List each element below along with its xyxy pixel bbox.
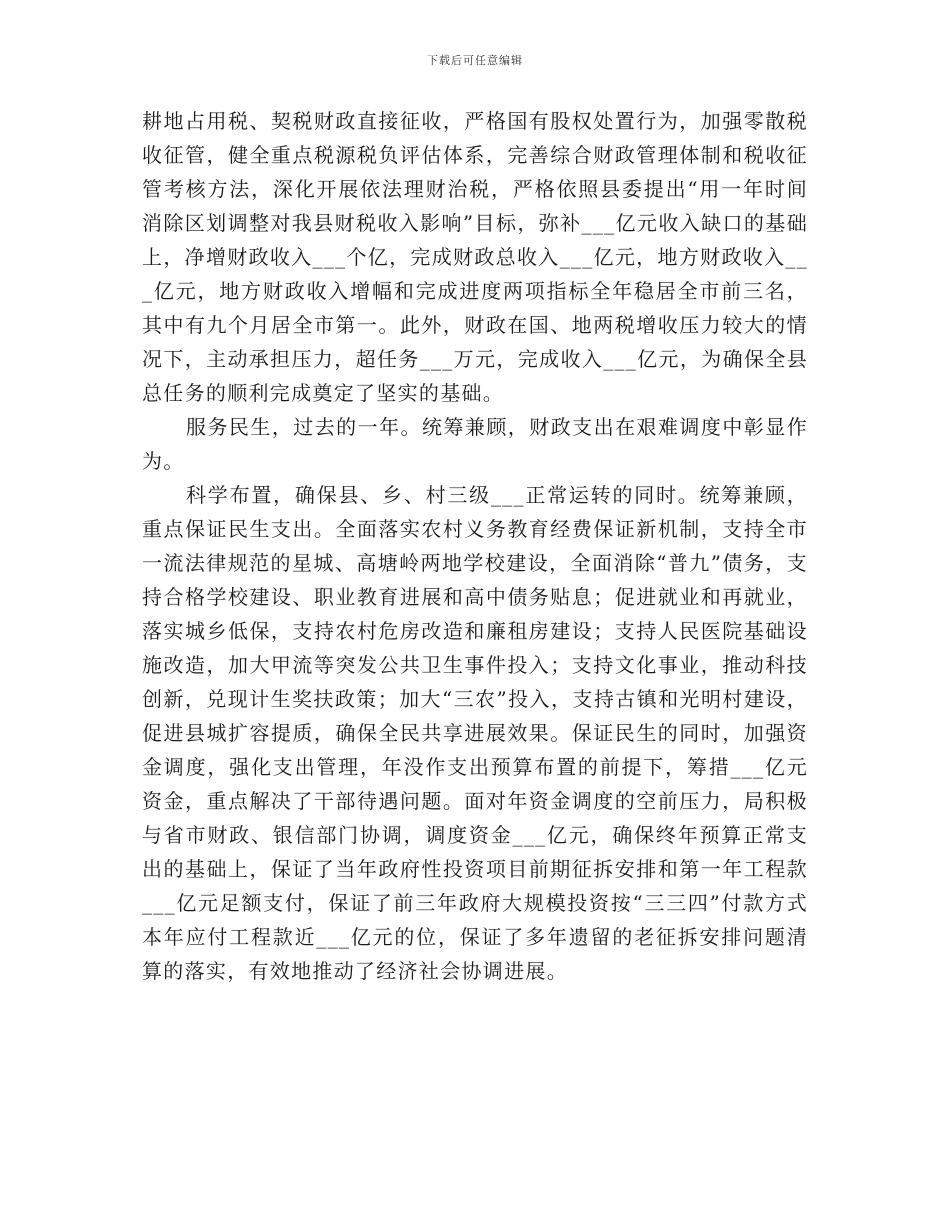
paragraph-expenditure: 科学布置，确保县、乡、村三级___正常运转的同时。统筹兼顾，重点保证民生支出。全面落实农村义务教育经费保证新机制，支持全市一流法律规范的星城、高塘岭两地学校建设，全面消除“普九”债务，支持合格学校建设、职业教育进展和高中债务贴息；促进就业和再就业，落实城乡低保，支持农村危房改造和廉租房建设；支持人民医院基础设施改造，加大甲流等突发公共卫生事件投入；支持文化事业，推动科技创新，兑现计生奖扶政策；加大“三农”投入，支持古镇和光明村建设，促进县城扩容提质，确保全民共享进展效果。保证民生的同时，加强资金调度，强化支出管理，年没作支出预算布置的前提下，筹措___亿元资金，重点解决了干部待遇问题。面对年资金调度的空前压力，局积极与省市财政、银信部门协调，调度资金___亿元，确保终年预算正常支出的基础上，保证了当年政府性投资项目前期征拆安排和第一年工程款___亿元足额支付，保证了前三年政府大规模投资按“三三四”付款方式本年应付工程款近___亿元的位，保证了多年遗留的老征拆安排问题清算的落实，有效地推动了经济社会协调进展。 [142,483,808,983]
page-header: 下载后可任意编辑 [427,54,523,67]
paragraph-livelihood-intro: 服务民生，过去的一年。统筹兼顾，财政支出在艰难调度中彰显作为。 [142,415,808,473]
paragraph-revenue: 耕地占用税、契税财政直接征收，严格国有股权处置行为，加强零散税收征管，健全重点税源税负评估体系，完善综合财政管理体制和税收征管考核方法，深化开展依法理财治税，严格依照县委提出“用一年时间消除区划调整对我县财税收入影响”目标，弥补___亿元收入缺口的基础上，净增财政收入___个亿，完成财政总收入___亿元，地方财政收入___亿元，地方财政收入增幅和完成进度两项指标全年稳居全市前三名，其中有九个月居全市第一。此外，财政在国、地两税增收压力较大的情况下，主动承担压力，超任务___万元，完成收入___亿元，为确保全县总任务的顺利完成奠定了坚实的基础。 [142,109,808,405]
document-body [142,104,808,988]
